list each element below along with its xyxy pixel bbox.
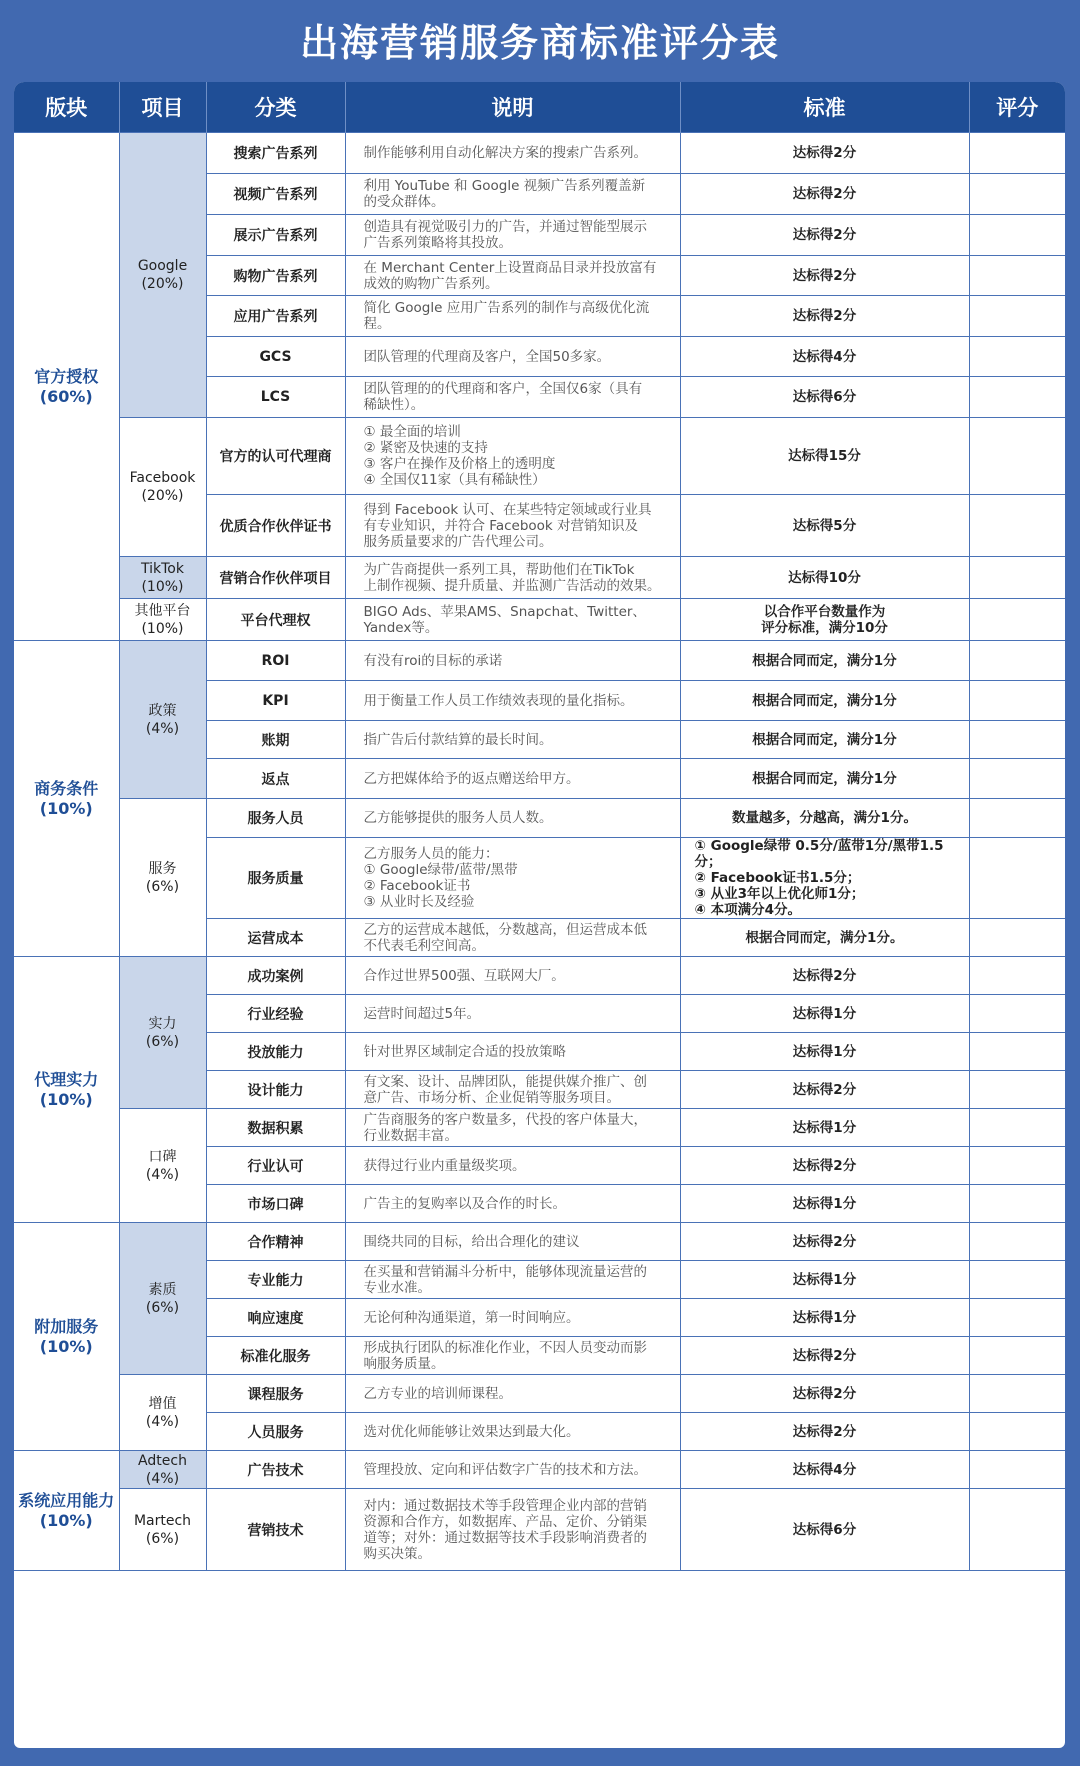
description-line: 运营时间超过5年。 <box>363 1005 481 1022</box>
standard-cell <box>680 215 969 256</box>
standard-cell <box>680 1147 969 1185</box>
description-line: 形成执行团队的标准化作业，不因人员变动而影 <box>363 1339 647 1356</box>
category-cell: 营销技术 <box>206 1489 345 1571</box>
description-cell <box>345 1451 680 1489</box>
description-line: 管理投放、定向和评估数字广告的技术和方法。 <box>363 1461 647 1478</box>
category-cell: 投放能力 <box>206 1033 345 1071</box>
category-cell: 行业经验 <box>206 995 345 1033</box>
score-input-cell[interactable] <box>969 296 1065 337</box>
description-line: 不代表毛利空间高。 <box>363 937 485 954</box>
score-input-cell[interactable] <box>969 1223 1065 1261</box>
standard-line: 达标得2分 <box>792 1157 857 1174</box>
description-line: 得到 Facebook 认可、在某些特定领域或行业具 <box>363 501 652 518</box>
score-input-cell[interactable] <box>969 215 1065 256</box>
description-line: 简化 Google 应用广告系列的制作与高级优化流 <box>363 300 650 316</box>
description-line: 制作能够利用自动化解决方案的搜索广告系列。 <box>363 145 647 161</box>
standard-cell <box>680 1109 969 1147</box>
description-cell <box>345 133 680 174</box>
standard-line: 达标得2分 <box>792 267 857 284</box>
standard-line: 数量越多，分越高，满分1分。 <box>732 810 917 826</box>
description-line: 稀缺性）。 <box>363 397 425 413</box>
standard-line: 根据合同而定，满分1分 <box>752 731 897 748</box>
standard-cell <box>680 919 969 957</box>
section-weight: (10%) <box>39 1510 93 1530</box>
description-line: 合作过世界500强、互联网大厂。 <box>363 967 565 984</box>
description-cell <box>345 174 680 215</box>
standard-line: 达标得6分 <box>792 389 857 405</box>
score-input-cell[interactable] <box>969 1489 1065 1571</box>
standard-cell <box>680 759 969 799</box>
description-line: 围绕共同的目标，给出合理化的建议 <box>363 1233 580 1250</box>
description-cell <box>345 1299 680 1337</box>
header-description: 说明 <box>345 82 680 133</box>
standard-line: 根据合同而定，满分1分 <box>752 652 897 669</box>
description-line: 有专业知识，并符合 Facebook 对营销知识及 <box>363 517 639 534</box>
description-line: 广告主的复购率以及合作的时长。 <box>363 1195 566 1212</box>
score-input-cell[interactable] <box>969 1185 1065 1223</box>
standard-line: 达标得2分 <box>792 145 857 161</box>
table-row <box>14 133 1065 174</box>
description-line: ① Google绿带/蓝带/黑带 <box>363 862 518 878</box>
standard-cell <box>680 838 969 919</box>
description-line: 响服务质量。 <box>363 1355 445 1372</box>
description-line: 广告商服务的客户数量多，代投的客户体量大， <box>363 1111 647 1128</box>
standard-line: 以合作平台数量作为 <box>763 603 886 620</box>
header-category: 分类 <box>206 82 345 133</box>
description-line: 程。 <box>363 316 391 332</box>
category-cell: 展示广告系列 <box>206 215 345 256</box>
standard-line: 达标得2分 <box>792 1233 857 1250</box>
description-cell <box>345 256 680 296</box>
score-table-card <box>14 82 1065 1748</box>
standard-cell <box>680 1185 969 1223</box>
project-weight: (10%) <box>141 620 184 637</box>
description-cell <box>345 1071 680 1109</box>
table-row <box>14 557 1065 599</box>
table-row <box>14 957 1065 995</box>
description-cell <box>345 337 680 377</box>
description-line: 上制作视频、提升质量、并监测广告活动的效果。 <box>363 577 661 594</box>
section-weight: (10%) <box>39 1336 93 1356</box>
score-input-cell[interactable] <box>969 681 1065 721</box>
project-name: 口碑 <box>148 1148 177 1165</box>
description-cell <box>345 1185 680 1223</box>
standard-line: 根据合同而定，满分1分。 <box>745 929 904 946</box>
standard-cell <box>680 1337 969 1375</box>
table-row <box>14 1451 1065 1489</box>
description-cell <box>345 495 680 557</box>
description-line: 指广告后付款结算的最长时间。 <box>363 731 553 748</box>
standard-cell <box>680 557 969 599</box>
standard-line: 达标得2分 <box>792 227 857 243</box>
category-cell: 服务人员 <box>206 799 345 838</box>
standard-line: 达标得1分 <box>792 1271 857 1288</box>
description-line: 资源和合作方，如数据库、产品、定价、分销渠 <box>363 1513 647 1530</box>
description-line: 有没有roi的目标的承诺 <box>363 652 503 669</box>
standard-cell <box>680 1375 969 1413</box>
standard-line: ① Google绿带 0.5分/蓝带1分/黑带1.5分； <box>694 838 944 870</box>
description-cell <box>345 1413 680 1451</box>
table-row <box>14 1375 1065 1413</box>
score-input-cell[interactable] <box>969 641 1065 681</box>
description-cell <box>345 1261 680 1299</box>
score-input-cell[interactable] <box>969 1451 1065 1489</box>
description-cell <box>345 799 680 838</box>
section-name: 附加服务 <box>34 1316 99 1336</box>
standard-line: 达标得1分 <box>792 1005 857 1022</box>
project-name: 其他平台 <box>134 602 191 619</box>
description-line: 对内：通过数据技术等手段管理企业内部的营销 <box>363 1497 647 1514</box>
project-cell <box>119 599 206 641</box>
category-cell: GCS <box>206 337 345 377</box>
standard-cell <box>680 296 969 337</box>
section-cell <box>14 133 119 641</box>
standard-line: ④ 本项满分4分。 <box>694 902 802 918</box>
standard-cell <box>680 641 969 681</box>
standard-line: 达标得1分 <box>792 1309 857 1326</box>
category-cell: 响应速度 <box>206 1299 345 1337</box>
standard-line: 达标得2分 <box>792 1423 857 1440</box>
score-input-cell[interactable] <box>969 557 1065 599</box>
header-project: 项目 <box>119 82 206 133</box>
score-input-cell[interactable] <box>969 599 1065 641</box>
section-name: 商务条件 <box>34 778 99 798</box>
category-cell: 标准化服务 <box>206 1337 345 1375</box>
description-line: 团队管理的的代理商和客户，全国仅6家（具有 <box>363 381 643 397</box>
standard-cell <box>680 681 969 721</box>
description-cell <box>345 377 680 418</box>
description-line: ③ 从业时长及经验 <box>363 894 475 910</box>
description-line: ④ 全国仅11家（具有稀缺性） <box>363 472 546 488</box>
description-cell <box>345 418 680 495</box>
table-row <box>14 1223 1065 1261</box>
description-line: 广告系列策略将其投放。 <box>363 235 512 251</box>
standard-line: 达标得15分 <box>788 448 861 464</box>
table-header-row <box>14 82 1065 133</box>
standard-line: 达标得2分 <box>792 186 857 202</box>
description-line: ① 最全面的培训 <box>363 424 461 440</box>
description-line: 在 Merchant Center上设置商品目录并投放富有 <box>363 259 657 276</box>
description-line: 乙方把媒体给予的返点赠送给甲方。 <box>363 770 580 787</box>
standard-line: 达标得1分 <box>792 1043 857 1060</box>
standard-line: 达标得4分 <box>792 1461 857 1478</box>
table-row <box>14 599 1065 641</box>
section-name: 官方授权 <box>34 366 99 386</box>
standard-cell <box>680 495 969 557</box>
description-cell <box>345 1489 680 1571</box>
description-line: 乙方专业的培训师课程。 <box>363 1385 512 1402</box>
score-input-cell[interactable] <box>969 1337 1065 1375</box>
description-cell <box>345 641 680 681</box>
description-line: 为广告商提供一系列工具，帮助他们在TikTok <box>363 561 635 578</box>
standard-line: 达标得2分 <box>792 967 857 984</box>
score-input-cell[interactable] <box>969 759 1065 799</box>
description-line: 购买决策。 <box>363 1545 431 1562</box>
table-row <box>14 1489 1065 1571</box>
description-line: ② 紧密及快速的支持 <box>363 440 488 456</box>
category-cell: 运营成本 <box>206 919 345 957</box>
standard-line: 达标得5分 <box>792 517 857 534</box>
section-name: 代理实力 <box>34 1069 99 1089</box>
description-cell <box>345 759 680 799</box>
project-name: 增值 <box>148 1395 177 1412</box>
score-input-cell[interactable] <box>969 919 1065 957</box>
category-cell: 合作精神 <box>206 1223 345 1261</box>
standard-line: 达标得1分 <box>792 1195 857 1212</box>
description-cell <box>345 919 680 957</box>
category-cell: 数据积累 <box>206 1109 345 1147</box>
section-cell <box>14 1223 119 1451</box>
header-section: 版块 <box>14 82 119 133</box>
score-input-cell[interactable] <box>969 1147 1065 1185</box>
description-cell <box>345 995 680 1033</box>
standard-cell <box>680 957 969 995</box>
score-input-cell[interactable] <box>969 337 1065 377</box>
project-weight: (6%) <box>145 1033 180 1050</box>
table-row <box>14 799 1065 838</box>
project-cell <box>119 1451 206 1489</box>
standard-cell <box>680 1299 969 1337</box>
project-weight: (20%) <box>141 276 184 292</box>
description-line: 乙方的运营成本越低，分数越高，但运营成本低 <box>363 921 647 938</box>
project-cell <box>119 418 206 557</box>
description-line: 意广告、市场分析、企业促销等服务项目。 <box>363 1089 620 1106</box>
project-cell <box>119 1489 206 1571</box>
project-cell <box>119 641 206 799</box>
project-cell <box>119 957 206 1109</box>
score-input-cell[interactable] <box>969 721 1065 759</box>
score-input-cell[interactable] <box>969 418 1065 495</box>
description-line: 道等；对外：通过数据等技术手段影响消费者的 <box>363 1529 647 1546</box>
category-cell: KPI <box>206 681 345 721</box>
standard-line: 达标得2分 <box>792 308 857 324</box>
page-title: 出海营销服务商标准评分表 <box>299 21 780 65</box>
standard-line: 根据合同而定，满分1分 <box>752 692 897 709</box>
project-cell <box>119 557 206 599</box>
category-cell: 成功案例 <box>206 957 345 995</box>
score-input-cell[interactable] <box>969 1109 1065 1147</box>
category-cell: 搜索广告系列 <box>206 133 345 174</box>
score-input-cell[interactable] <box>969 1071 1065 1109</box>
standard-cell <box>680 1071 969 1109</box>
standard-line: 评分标准，满分10分 <box>761 619 888 636</box>
table-row <box>14 418 1065 495</box>
section-cell <box>14 641 119 957</box>
category-cell: ROI <box>206 641 345 681</box>
category-cell: 官方的认可代理商 <box>206 418 345 495</box>
category-cell: 营销合作伙伴项目 <box>206 557 345 599</box>
standard-cell <box>680 377 969 418</box>
standard-cell <box>680 995 969 1033</box>
description-line: 利用 YouTube 和 Google 视频广告系列覆盖新 <box>363 178 646 194</box>
project-name: Martech <box>133 1512 192 1529</box>
score-input-cell[interactable] <box>969 957 1065 995</box>
project-cell <box>119 133 206 418</box>
standard-cell <box>680 1451 969 1489</box>
standard-cell <box>680 337 969 377</box>
description-cell <box>345 721 680 759</box>
project-cell <box>119 1375 206 1451</box>
description-line: 乙方服务人员的能力： <box>363 846 499 862</box>
standard-cell <box>680 1261 969 1299</box>
description-cell <box>345 1147 680 1185</box>
description-cell <box>345 1033 680 1071</box>
project-weight: (4%) <box>145 1413 180 1430</box>
section-weight: (10%) <box>39 1089 93 1109</box>
score-input-cell[interactable] <box>969 1299 1065 1337</box>
header-standard: 标准 <box>680 82 969 133</box>
standard-cell <box>680 133 969 174</box>
description-line: BIGO Ads、苹果AMS、Snapchat、Twitter、 <box>363 603 646 620</box>
section-name: 系统应用能力 <box>18 1490 115 1510</box>
category-cell: 市场口碑 <box>206 1185 345 1223</box>
standard-line: 达标得2分 <box>792 1385 857 1402</box>
project-name: Facebook <box>129 470 196 486</box>
project-weight: (4%) <box>145 720 180 737</box>
description-line: 获得过行业内重量级奖项。 <box>363 1157 526 1174</box>
score-input-cell[interactable] <box>969 495 1065 557</box>
description-line: 的受众群体。 <box>363 194 445 210</box>
description-line: Yandex等。 <box>363 619 439 636</box>
standard-cell <box>680 418 969 495</box>
score-input-cell[interactable] <box>969 377 1065 418</box>
category-cell: 优质合作伙伴证书 <box>206 495 345 557</box>
table-row <box>14 1109 1065 1147</box>
description-cell <box>345 681 680 721</box>
standard-line: 达标得2分 <box>792 1347 857 1364</box>
standard-cell <box>680 256 969 296</box>
score-input-cell[interactable] <box>969 1033 1065 1071</box>
score-table <box>14 82 1065 1571</box>
category-cell: LCS <box>206 377 345 418</box>
description-line: 无论何种沟通渠道，第一时间响应。 <box>363 1309 580 1326</box>
description-cell <box>345 557 680 599</box>
description-cell <box>345 599 680 641</box>
category-cell: 广告技术 <box>206 1451 345 1489</box>
project-cell <box>119 1223 206 1375</box>
category-cell: 视频广告系列 <box>206 174 345 215</box>
description-line: ② Facebook证书 <box>363 878 471 894</box>
description-line: 用于衡量工作人员工作绩效表现的量化指标。 <box>363 692 634 709</box>
project-weight: (10%) <box>141 578 184 595</box>
standard-cell <box>680 174 969 215</box>
project-cell <box>119 799 206 957</box>
category-cell: 返点 <box>206 759 345 799</box>
description-line: ③ 客户在操作及价格上的透明度 <box>363 456 556 472</box>
standard-cell <box>680 799 969 838</box>
project-name: Adtech <box>138 1452 187 1469</box>
description-cell <box>345 838 680 919</box>
section-cell <box>14 1451 119 1571</box>
standard-line: 达标得6分 <box>792 1521 857 1538</box>
project-weight: (6%) <box>145 878 180 895</box>
standard-cell <box>680 1413 969 1451</box>
description-cell <box>345 215 680 256</box>
score-input-cell[interactable] <box>969 133 1065 174</box>
project-weight: (6%) <box>145 1530 180 1547</box>
standard-cell <box>680 1489 969 1571</box>
project-weight: (4%) <box>145 1166 180 1183</box>
project-name: 服务 <box>148 860 177 877</box>
table-row <box>14 641 1065 681</box>
description-line: 在买量和营销漏斗分析中，能够体现流量运营的 <box>363 1263 647 1280</box>
score-input-cell[interactable] <box>969 174 1065 215</box>
standard-cell <box>680 1033 969 1071</box>
description-cell <box>345 1223 680 1261</box>
project-name: 政策 <box>148 702 177 719</box>
category-cell: 服务质量 <box>206 838 345 919</box>
standard-cell <box>680 1223 969 1261</box>
score-input-cell[interactable] <box>969 256 1065 296</box>
description-line: 创造具有视觉吸引力的广告，并通过智能型展示 <box>363 219 647 235</box>
project-cell <box>119 1109 206 1223</box>
score-input-cell[interactable] <box>969 838 1065 919</box>
description-cell <box>345 296 680 337</box>
description-line: 针对世界区域制定合适的投放策略 <box>363 1043 566 1060</box>
category-cell: 专业能力 <box>206 1261 345 1299</box>
score-input-cell[interactable] <box>969 1261 1065 1299</box>
header-score: 评分 <box>969 82 1065 133</box>
description-line: 乙方能够提供的服务人员人数。 <box>363 810 553 826</box>
description-line: 成效的购物广告系列。 <box>363 275 499 292</box>
score-input-cell[interactable] <box>969 799 1065 838</box>
standard-line: 达标得2分 <box>792 1081 857 1098</box>
description-line: 专业水准。 <box>363 1279 431 1296</box>
standard-line: ② Facebook证书1.5分； <box>694 870 861 886</box>
standard-line: ③ 从业3年以上优化师1分； <box>694 886 865 902</box>
description-line: 选对优化师能够让效果达到最大化。 <box>363 1423 580 1440</box>
project-name: 素质 <box>148 1281 177 1298</box>
description-line: 有文案、设计、品牌团队，能提供媒介推广、创 <box>363 1073 647 1090</box>
project-weight: (6%) <box>145 1299 180 1316</box>
category-cell: 购物广告系列 <box>206 256 345 296</box>
category-cell: 账期 <box>206 721 345 759</box>
project-weight: (4%) <box>145 1470 180 1487</box>
standard-cell <box>680 599 969 641</box>
description-cell <box>345 1375 680 1413</box>
category-cell: 平台代理权 <box>206 599 345 641</box>
category-cell: 人员服务 <box>206 1413 345 1451</box>
project-name: Google <box>137 258 188 274</box>
description-cell <box>345 957 680 995</box>
section-weight: (10%) <box>39 798 93 818</box>
category-cell: 应用广告系列 <box>206 296 345 337</box>
standard-cell <box>680 721 969 759</box>
project-name: TikTok <box>141 560 184 577</box>
description-cell <box>345 1109 680 1147</box>
score-input-cell[interactable] <box>969 1413 1065 1451</box>
standard-line: 达标得10分 <box>788 569 861 586</box>
description-line: 服务质量要求的广告代理公司。 <box>363 533 553 550</box>
category-cell: 行业认可 <box>206 1147 345 1185</box>
description-line: 行业数据丰富。 <box>363 1127 458 1144</box>
section-weight: (60%) <box>39 386 93 406</box>
score-input-cell[interactable] <box>969 1375 1065 1413</box>
category-cell: 课程服务 <box>206 1375 345 1413</box>
standard-line: 根据合同而定，满分1分 <box>752 770 897 787</box>
score-input-cell[interactable] <box>969 995 1065 1033</box>
category-cell: 设计能力 <box>206 1071 345 1109</box>
project-weight: (20%) <box>141 488 184 504</box>
section-cell <box>14 957 119 1223</box>
description-cell <box>345 1337 680 1375</box>
description-line: 团队管理的代理商及客户，全国50多家。 <box>363 348 611 365</box>
standard-line: 达标得1分 <box>792 1119 857 1136</box>
standard-line: 达标得4分 <box>792 348 857 365</box>
project-name: 实力 <box>148 1015 177 1032</box>
